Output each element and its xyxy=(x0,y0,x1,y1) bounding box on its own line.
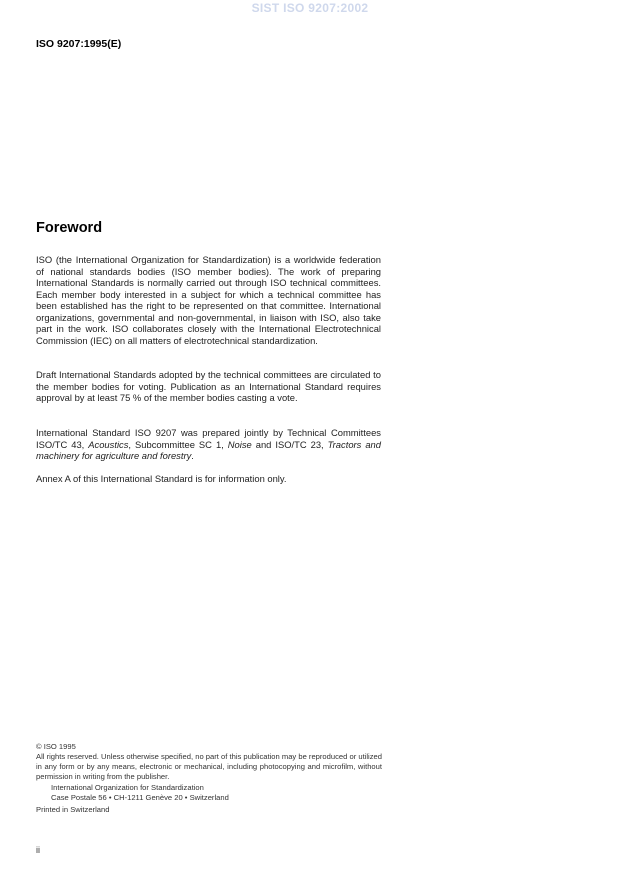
printed-in: Printed in Switzerland xyxy=(36,805,110,814)
paragraph-3-italic-tractors: Tractors and machinery for agriculture and forestry xyxy=(36,438,381,461)
copyright-rights: All rights reserved. Unless otherwise specified, no part of this publication may be reproduced or utilized in any form or by any means, electronic or mechanical, including photocopying and microfilm, without permission in writing from the publisher. xyxy=(36,752,382,781)
watermark-text: SIST ISO 9207:2002 xyxy=(251,1,369,15)
foreword-paragraph-2: Draft International Standards adopted by the technical committees are circulated to the member bodies for voting. Publication as an International Standard requires approval by at least 75 % of the member bodies casting a vote. xyxy=(36,369,381,403)
page-number: ii xyxy=(36,845,40,855)
paragraph-3-italic-noise: Noise xyxy=(227,438,252,450)
paragraph-3-italic-acoustics: Acoustics xyxy=(88,438,129,450)
foreword-paragraph-4: Annex A of this International Standard is for information only. xyxy=(36,473,287,484)
publisher-address: Case Postale 56 • CH-1211 Genève 20 • Switzerland xyxy=(51,793,229,802)
foreword-paragraph-3 xyxy=(36,427,381,462)
paragraph-3-text-4: . xyxy=(191,450,194,461)
foreword-heading: Foreword xyxy=(36,220,103,236)
paragraph-3-text-3: and ISO/TC 23, xyxy=(251,438,328,450)
copyright-notice: © ISO 1995 xyxy=(36,742,76,751)
document-id: ISO 9207:1995(E) xyxy=(36,38,122,50)
paragraph-3-text-1: International Standard ISO 9207 was prepared jointly by Technical Committees ISO/TC 43, xyxy=(36,427,381,450)
foreword-paragraph-1: ISO (the International Organization for Standardization) is a worldwide federation of national standards bodies (ISO member bodies). The work of preparing International Standards is normally carried out through ISO technical committees. Each member body interested in a subject for which a technical committee has been established has the right to be represented on that committee. International organizations, governmental and non-governmental, in liaison with ISO, also take part in the work. ISO collaborates closely with the International Electrotechnical Commission (IEC) on all matters of electrotechnical standardization. xyxy=(36,254,381,346)
paragraph-3-text-2: , Subcommittee SC 1, xyxy=(128,438,228,450)
publisher-name: International Organization for Standardization xyxy=(51,783,204,792)
